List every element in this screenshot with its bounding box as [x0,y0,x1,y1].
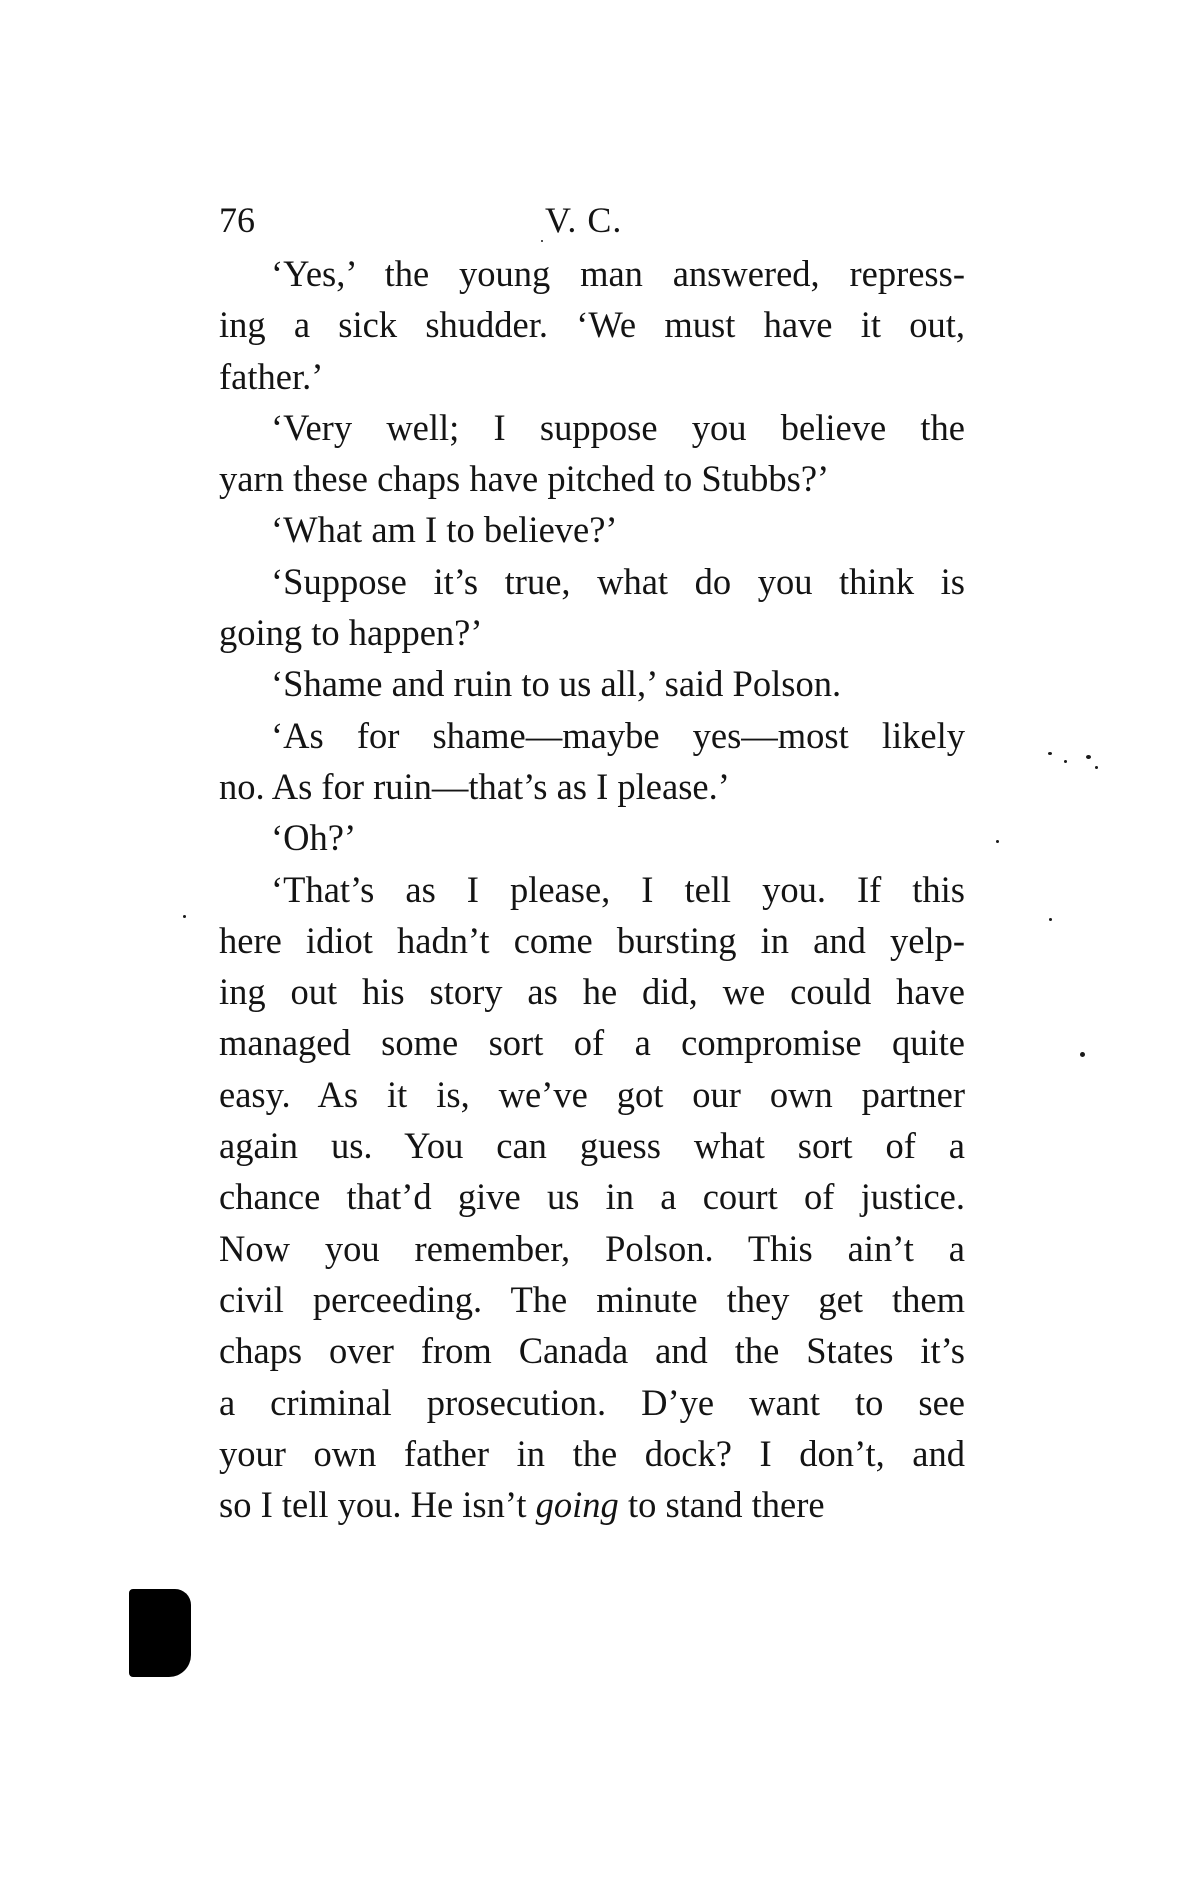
scan-speck [541,240,543,242]
text-line: ing a sick shudder. ‘We must have it out, [219,304,965,346]
text-line: father.’ [219,355,324,397]
text-line: going to happen?’ [219,612,483,654]
text-line: a criminal prosecution. D’ye want to see [219,1381,965,1423]
scan-speck [996,840,999,843]
text-line: civil perceeding. The minute they get them [219,1278,965,1320]
text-line: ‘Suppose it’s true, what do you think is [271,560,965,602]
scan-speck [1048,752,1052,755]
scan-speck [1049,918,1052,921]
text-line: chaps over from Canada and the States it’s [219,1330,965,1372]
final-line-after: to stand there [618,1484,825,1526]
scan-speck [183,915,186,918]
final-line-emphasis: going [535,1484,619,1526]
running-title: V. C. [545,200,623,240]
scan-speck [1064,760,1067,763]
scan-speck [1095,766,1098,769]
text-lines [219,248,965,1479]
text-line: ‘Yes,’ the young man answered, repress- [271,253,965,294]
text-line: no. As for ruin—that’s as I please.’ [219,765,730,807]
running-head [219,195,965,245]
text-line: chance that’d give us in a court of justice. [219,1176,965,1218]
final-line-before: so I tell you. He isn’t [219,1484,536,1526]
text-line: ‘Very well; I suppose you believe the [271,406,965,448]
text-line: ‘Oh?’ [271,817,357,859]
text-line: managed some sort of a compromise quite [219,1022,965,1064]
text-line: your own father in the dock? I don’t, and [219,1432,965,1474]
text-line: ‘Shame and ruin to us all,’ said Polson. [271,663,842,705]
text-line: ‘As for shame—maybe yes—most likely [271,714,965,756]
text-line: ing out his story as he did, we could have [219,971,965,1013]
text-line: here idiot hadn’t come bursting in and yelp- [219,919,965,961]
text-line: again us. You can guess what sort of a [219,1125,965,1167]
text-line: easy. As it is, we’ve got our own partner [219,1073,965,1115]
ink-blot [129,1589,191,1677]
scan-speck [1080,1052,1085,1057]
text-line: ‘That’s as I please, I tell you. If this [271,868,965,910]
scan-speck [1086,755,1091,759]
body-text [219,248,965,1530]
page-number: 76 [219,200,255,240]
text-line: yarn these chaps have pitched to Stubbs?’ [219,458,830,500]
text-line-final [219,1479,965,1530]
text-line: ‘What am I to believe?’ [271,509,618,551]
text-line: Now you remember, Polson. This ain’t a [219,1227,965,1269]
